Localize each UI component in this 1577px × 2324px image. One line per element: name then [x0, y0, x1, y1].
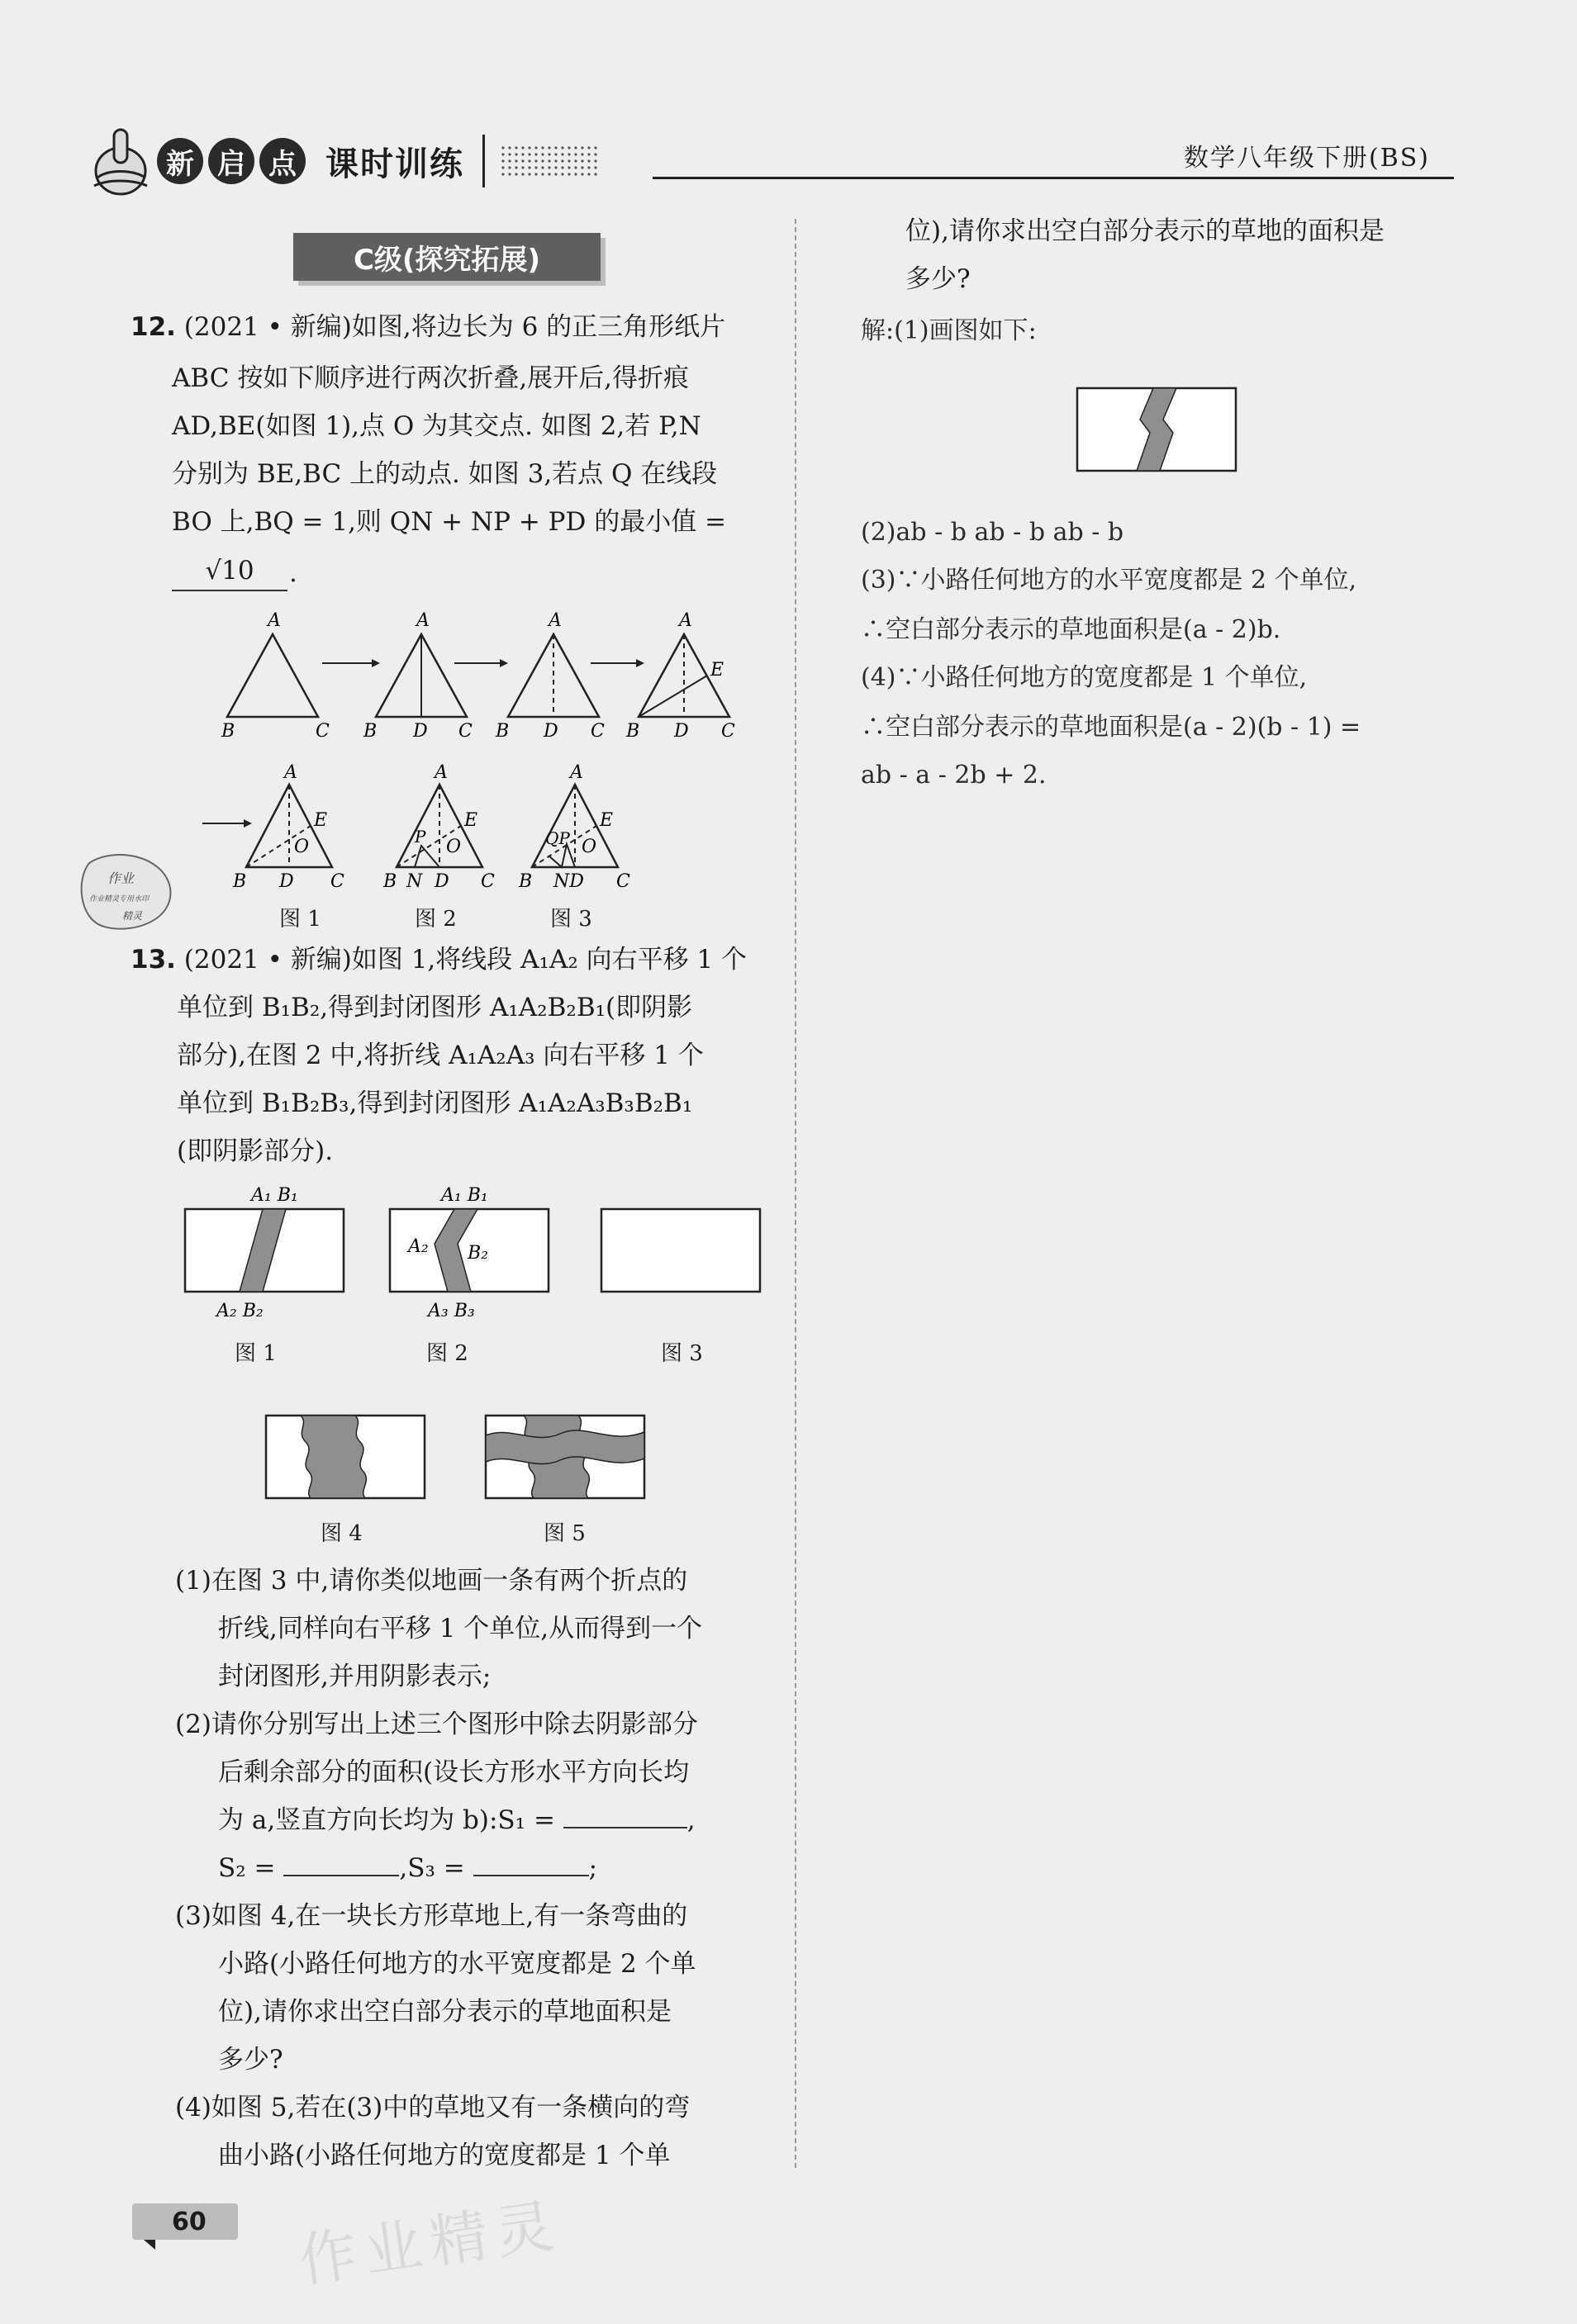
s3-blank[interactable]	[473, 1875, 589, 1876]
thumbs-up-icon	[83, 120, 157, 202]
arrow-head-1	[372, 659, 380, 667]
stamp-mid: 作业精灵专用水印	[89, 895, 150, 904]
solution-line-4: ∴空白部分表示的草地面积是(a - 2)b.	[861, 615, 1281, 644]
header-rule	[653, 177, 1454, 179]
svg-text:B: B	[519, 871, 533, 892]
q13-figure-4	[266, 1416, 425, 1498]
svg-text:B: B	[496, 721, 510, 742]
q13-caption-1: 图 1	[235, 1341, 277, 1366]
svg-text:N: N	[406, 871, 423, 892]
svg-text:A: A	[549, 610, 562, 631]
brand-header	[83, 116, 599, 206]
q12-line-5: BO 上,BQ = 1,则 QN + NP + PD 的最小值 =	[172, 507, 727, 537]
book-title: 数学八年级下册(BS)	[1183, 144, 1430, 173]
svg-text:B: B	[233, 871, 247, 892]
svg-text:C: C	[458, 721, 473, 742]
svg-text:C: C	[481, 871, 495, 892]
q12-line-2: ABC 按如下顺序进行两次折叠,展开后,得折痕	[172, 363, 690, 393]
svg-text:A₃ B₃: A₃ B₃	[428, 1301, 475, 1321]
header-dots	[500, 145, 599, 178]
q12-period: .	[289, 558, 297, 588]
svg-text:C: C	[330, 871, 344, 892]
q13-line-2: 单位到 B₁B₂,得到封闭图形 A₁A₂B₂B₁(即阴影	[177, 993, 693, 1022]
svg-text:B: B	[383, 871, 397, 892]
column-divider	[795, 219, 796, 2168]
svg-text:E: E	[314, 810, 328, 831]
svg-text:D: D	[544, 721, 558, 742]
q13-part-line-9: 小路(小路任何地方的水平宽度都是 2 个单	[218, 1949, 696, 1979]
q13-continuation-2: 多少?	[905, 264, 971, 294]
q13-part-line-4: (2)请你分别写出上述三个图形中除去阴影部分	[175, 1710, 698, 1739]
svg-text:A: A	[570, 762, 583, 783]
q13-text-1: (2021 • 新编)如图 1,将线段 A₁A₂ 向右平移 1 个	[183, 945, 748, 975]
q13-caption-2: 图 2	[426, 1341, 468, 1366]
svg-text:A₁ B₁: A₁ B₁	[251, 1185, 298, 1206]
brand-char-1: 新	[157, 138, 203, 184]
q13-figures-1-3	[180, 1176, 767, 1341]
figure-1-triangle	[232, 762, 344, 892]
q13-part-line-2: 折线,同样向右平移 1 个单位,从而得到一个	[218, 1614, 703, 1643]
q13-part-line-1: (1)在图 3 中,请你类似地画一条有两个折点的	[175, 1566, 688, 1596]
svg-text:A: A	[435, 762, 448, 783]
svg-text:P: P	[415, 827, 426, 847]
s3-semicolon: ;	[588, 1853, 598, 1883]
svg-text:B: B	[626, 721, 640, 742]
page-number: 60	[132, 2203, 238, 2240]
stamp-bottom: 精灵	[122, 910, 143, 922]
svg-text:ND: ND	[553, 871, 584, 892]
svg-text:B: B	[363, 721, 378, 742]
q13-figure-1	[185, 1185, 344, 1321]
svg-text:A₂: A₂	[408, 1236, 429, 1257]
q13-caption-5: 图 5	[544, 1521, 586, 1546]
q13-caption-3: 图 3	[661, 1341, 703, 1366]
q13-continuation-1: 位),请你求出空白部分表示的草地的面积是	[905, 216, 1385, 246]
svg-text:C: C	[721, 721, 735, 742]
stamp-top: 作业	[107, 870, 135, 886]
s2-blank[interactable]	[283, 1875, 399, 1876]
arrow-head-3	[636, 659, 644, 667]
q12-figures-1-3	[198, 761, 644, 918]
q13-part-line-12: (4)如图 5,若在(3)中的草地又有一条横向的弯	[175, 2093, 691, 2122]
svg-text:E: E	[710, 660, 724, 681]
q12-caption-1: 图 1	[279, 907, 321, 932]
svg-text:O: O	[582, 837, 597, 857]
svg-text:B: B	[221, 721, 235, 742]
q13-part-line-11: 多少?	[218, 2045, 283, 2075]
triangle-4	[625, 610, 735, 742]
q13-line-1	[131, 937, 747, 984]
q12-caption-3: 图 3	[550, 907, 592, 932]
arrow-head-2	[500, 659, 508, 667]
q12-caption-2: 图 2	[415, 907, 457, 932]
svg-text:A: A	[416, 610, 430, 631]
solution-line-1: 解:(1)画图如下:	[861, 316, 1037, 345]
solution-line-7: ab - a - 2b + 2.	[861, 761, 1047, 790]
svg-text:A: A	[268, 610, 281, 631]
q12-fold-sequence	[215, 609, 752, 750]
solution-line-3: (3)∵小路任何地方的水平宽度都是 2 个单位,	[861, 566, 1357, 595]
q13-part-line-10: 位),请你求出空白部分表示的草地面积是	[218, 1997, 672, 2027]
q13-line-5: (即阴影部分).	[177, 1136, 334, 1166]
triangle-2	[363, 610, 473, 742]
brand-char-2: 启	[208, 138, 254, 184]
svg-text:D: D	[413, 721, 428, 742]
s1-label: 为 a,竖直方向长均为 b):S₁ =	[218, 1805, 555, 1835]
q13-part-line-8: (3)如图 4,在一块长方形草地上,有一条弯曲的	[175, 1901, 688, 1931]
q13-figure-2	[390, 1185, 549, 1321]
header-bar	[482, 135, 485, 187]
s1-blank[interactable]	[563, 1827, 687, 1828]
arrow-head-4	[244, 819, 252, 828]
q13-figures-4-5	[263, 1412, 659, 1503]
solution-line-5: (4)∵小路任何地方的宽度都是 1 个单位,	[861, 663, 1308, 692]
svg-text:E: E	[600, 810, 614, 831]
brand-char-3: 点	[259, 138, 306, 184]
s2-label: S₂ =	[218, 1853, 276, 1883]
figure-3-triangle	[518, 762, 630, 892]
svg-text:A: A	[284, 762, 297, 783]
q13-number: 13.	[131, 945, 176, 975]
figure-2-triangle	[382, 762, 495, 892]
svg-text:O: O	[294, 837, 310, 857]
svg-text:E: E	[464, 810, 478, 831]
svg-text:QP: QP	[545, 828, 570, 848]
solution-drawing	[1074, 385, 1239, 476]
svg-text:A₂ B₂: A₂ B₂	[216, 1301, 264, 1321]
svg-text:A: A	[679, 610, 692, 631]
svg-text:C: C	[616, 871, 630, 892]
solution-line-2: (2)ab - b ab - b ab - b	[861, 518, 1124, 547]
svg-text:D: D	[435, 871, 449, 892]
q13-part-line-6	[218, 1797, 696, 1844]
q12-line-3: AD,BE(如图 1),点 O 为其交点. 如图 2,若 P,N	[172, 411, 701, 441]
s1-comma: ,	[686, 1805, 696, 1835]
svg-text:D: D	[674, 721, 689, 742]
brand-title: 课时训练	[325, 145, 464, 183]
q12-number: 12.	[131, 312, 176, 342]
svg-text:A₁ B₁: A₁ B₁	[441, 1185, 488, 1206]
q13-part-line-5: 后剩余部分的面积(设长方形水平方向长均	[218, 1757, 690, 1787]
q12-answer: √10	[172, 552, 287, 591]
section-level-badge: C级(探究拓展)	[293, 233, 601, 281]
svg-text:C: C	[316, 721, 330, 742]
watermark-stamp	[73, 847, 180, 937]
q13-figure-5	[486, 1416, 644, 1498]
triangle-3	[495, 610, 605, 742]
q13-part-line-7	[218, 1845, 597, 1892]
svg-text:O: O	[446, 837, 462, 857]
svg-text:C: C	[591, 721, 605, 742]
q13-figure-3	[601, 1209, 760, 1292]
watermark-text: 作业精灵	[294, 2191, 566, 2295]
triangle-1	[221, 610, 330, 742]
q12-line-4: 分别为 BE,BC 上的动点. 如图 3,若点 Q 在线段	[172, 459, 718, 489]
q13-line-3: 部分),在图 2 中,将折线 A₁A₂A₃ 向右平移 1 个	[177, 1041, 704, 1070]
svg-text:B₂: B₂	[468, 1243, 488, 1264]
q13-part-line-13: 曲小路(小路任何地方的宽度都是 1 个单	[218, 2141, 671, 2170]
q13-part-line-3: 封闭图形,并用阴影表示;	[218, 1662, 492, 1691]
q12-text-1: (2021 • 新编)如图,将边长为 6 的正三角形纸片	[183, 312, 726, 342]
q13-line-4: 单位到 B₁B₂B₃,得到封闭图形 A₁A₂A₃B₃B₂B₁	[177, 1088, 693, 1118]
s3-label: ,S₃ =	[399, 1853, 465, 1883]
svg-text:D: D	[279, 871, 294, 892]
solution-line-6: ∴空白部分表示的草地面积是(a - 2)(b - 1) =	[861, 713, 1361, 742]
q13-caption-4: 图 4	[321, 1521, 363, 1546]
q12-line-1	[131, 304, 725, 351]
